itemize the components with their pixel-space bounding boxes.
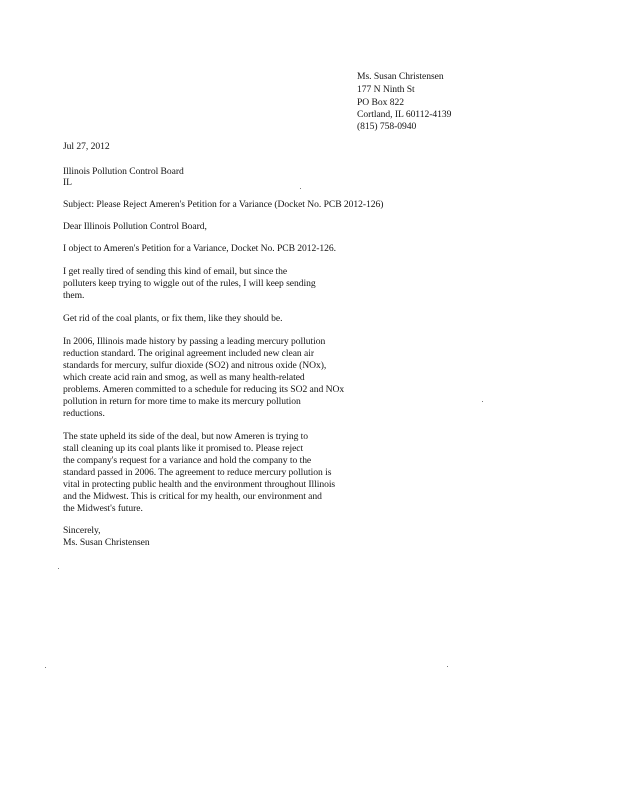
scan-speck — [45, 667, 46, 668]
sender-phone: (815) 758-0940 — [357, 121, 417, 132]
paragraph-line: them. — [63, 290, 85, 301]
subject-line: Subject: Please Reject Ameren's Petition for a Variance (Docket No. PCB 2012-126) — [63, 199, 384, 210]
paragraph-line: and the Midwest. This is critical for my health, our environment and — [63, 491, 322, 502]
paragraph-line: stall cleaning up its coal plants like it promised to. Please reject — [63, 443, 304, 454]
paragraph-line: reduction standard. The original agreement included new clean air — [63, 348, 314, 359]
paragraph-line: the Midwest's future. — [63, 503, 143, 514]
scan-speck — [58, 568, 59, 569]
recipient-state: IL — [63, 177, 72, 188]
paragraph-line: standard passed in 2006. The agreement to reduce mercury pollution is — [63, 467, 332, 478]
closing: Sincerely, — [63, 525, 101, 536]
paragraph-line: problems. Ameren committed to a schedule for reducing its SO2 and NOx — [63, 384, 345, 395]
scan-speck — [300, 188, 301, 189]
paragraph-line: which create acid rain and smog, as well as many health-related — [63, 372, 305, 383]
paragraph-line: pollution in return for more time to make its mercury pollution — [63, 396, 301, 407]
salutation: Dear Illinois Pollution Control Board, — [63, 221, 207, 232]
recipient-name: Illinois Pollution Control Board — [63, 166, 184, 177]
sender-city-state-zip: Cortland, IL 60112-4139 — [357, 109, 452, 120]
paragraph-line: In 2006, Illinois made history by passing a leading mercury pollution — [63, 336, 326, 347]
paragraph-line: reductions. — [63, 408, 105, 419]
paragraph-line: polluters keep trying to wiggle out of the rules, I will keep sending — [63, 278, 316, 289]
sender-street: 177 N Ninth St — [357, 84, 415, 95]
sender-name: Ms. Susan Christensen — [357, 71, 444, 82]
paragraph-line: I object to Ameren's Petition for a Variance, Docket No. PCB 2012-126. — [63, 243, 337, 254]
scan-speck — [447, 666, 448, 667]
paragraph-line: Get rid of the coal plants, or fix them, like they should be. — [63, 313, 283, 324]
paragraph-line: I get really tired of sending this kind of email, but since the — [63, 266, 288, 277]
sender-po-box: PO Box 822 — [357, 97, 404, 108]
paragraph-line: The state upheld its side of the deal, but now Ameren is trying to — [63, 431, 309, 442]
paragraph-line: vital in protecting public health and the environment throughout Illinois — [63, 479, 336, 490]
scan-speck — [482, 401, 483, 402]
paragraph-line: standards for mercury, sulfur dioxide (SO2) and nitrous oxide (NOx), — [63, 360, 327, 371]
paragraph-line: the company's request for a variance and hold the company to the — [63, 455, 312, 466]
signature-name: Ms. Susan Christensen — [63, 537, 150, 548]
letter-date: Jul 27, 2012 — [63, 141, 110, 152]
